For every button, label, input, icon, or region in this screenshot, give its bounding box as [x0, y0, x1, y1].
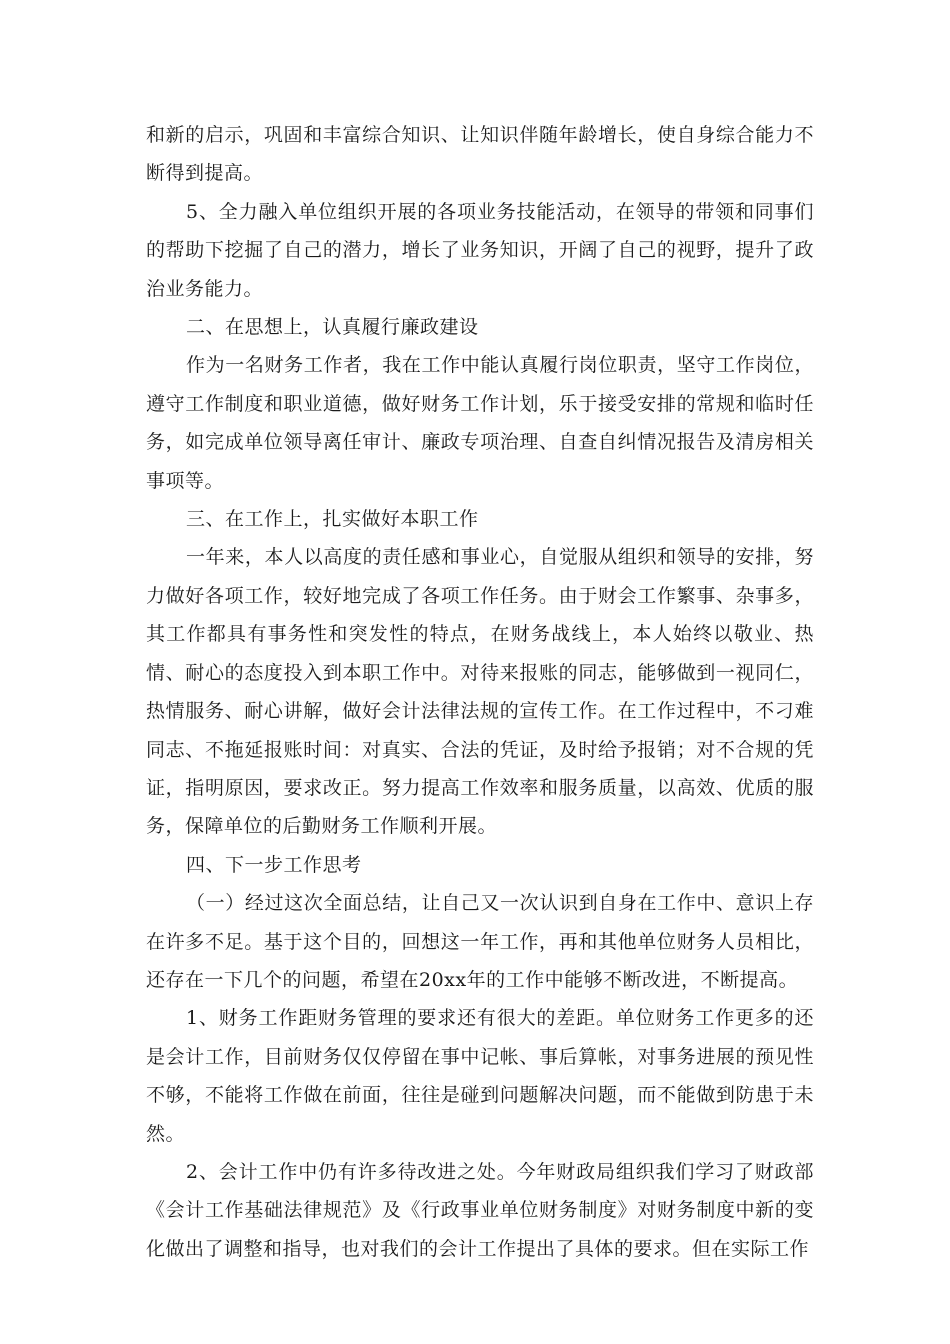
paragraph-subsection-1: （一）经过这次全面总结，让自己又一次认识到自身在工作中、意识上存在许多不足。基于这个目的，回想这一年工作，再和其他单位财务人员相比，还存在一下几个的问题，希望在20xx年的工作中能够不断改进，不断提高。 — [146, 892, 814, 991]
paragraph-section-2-body: 作为一名财务工作者，我在工作中能认真履行岗位职责，坚守工作岗位，遵守工作制度和职业道德，做好财务工作计划，乐于接受安排的常规和临时任务，如完成单位领导离任审计、廉政专项治理、自查自纠情况报告及清房相关事项等。 — [146, 354, 814, 492]
paragraph-continuation: 和新的启示，巩固和丰富综合知识、让知识伴随年龄增长，使自身综合能力不断得到提高。 — [146, 124, 814, 185]
paragraph-issue-1: 1、财务工作距财务管理的要求还有很大的差距。单位财务工作更多的还是会计工作，目前财务仅仅停留在事中记帐、事后算帐，对事务进展的预见性不够，不能将工作做在前面，往往是碰到问题解决问题，而不能做到防患于未然。 — [146, 1007, 814, 1145]
section-heading-3: 三、在工作上，扎实做好本职工作 — [186, 508, 479, 531]
paragraph-issue-2: 2、会计工作中仍有许多待改进之处。今年财政局组织我们学习了财政部《会计工作基础法律规范》及《行政事业单位财务制度》对财务制度中新的变化做出了调整和指导，也对我们的会计工作提出了具体的要求。但在实际工作 — [146, 1160, 814, 1260]
paragraph-section-3-body: 一年来，本人以高度的责任感和事业心，自觉服从组织和领导的安排，努力做好各项工作，较好地完成了各项工作任务。由于财会工作繁事、杂事多，其工作都具有事务性和突发性的特点，在财务战线上，本人始终以敬业、热情、耐心的态度投入到本职工作中。对待来报账的同志，能够做到一视同仁，热情服务、耐心讲解，做好会计法律法规的宣传工作。在工作过程中，不刁难同志、不拖延报账时间：对真实、合法的凭证，及时给予报销；对不合规的凭证，指明原因，要求改正。努力提高工作效率和服务质量，以高效、优质的服务，保障单位的后勤财务工作顺利开展。 — [146, 546, 814, 838]
section-heading-4: 四、下一步工作思考 — [186, 853, 362, 876]
paragraph-item-5: 5、全力融入单位组织开展的各项业务技能活动，在领导的带领和同事们的帮助下挖掘了自己的潜力，增长了业务知识，开阔了自己的视野，提升了政治业务能力。 — [146, 200, 814, 300]
section-heading-2: 二、在思想上，认真履行廉政建设 — [186, 316, 479, 339]
document-body — [146, 116, 814, 1268]
